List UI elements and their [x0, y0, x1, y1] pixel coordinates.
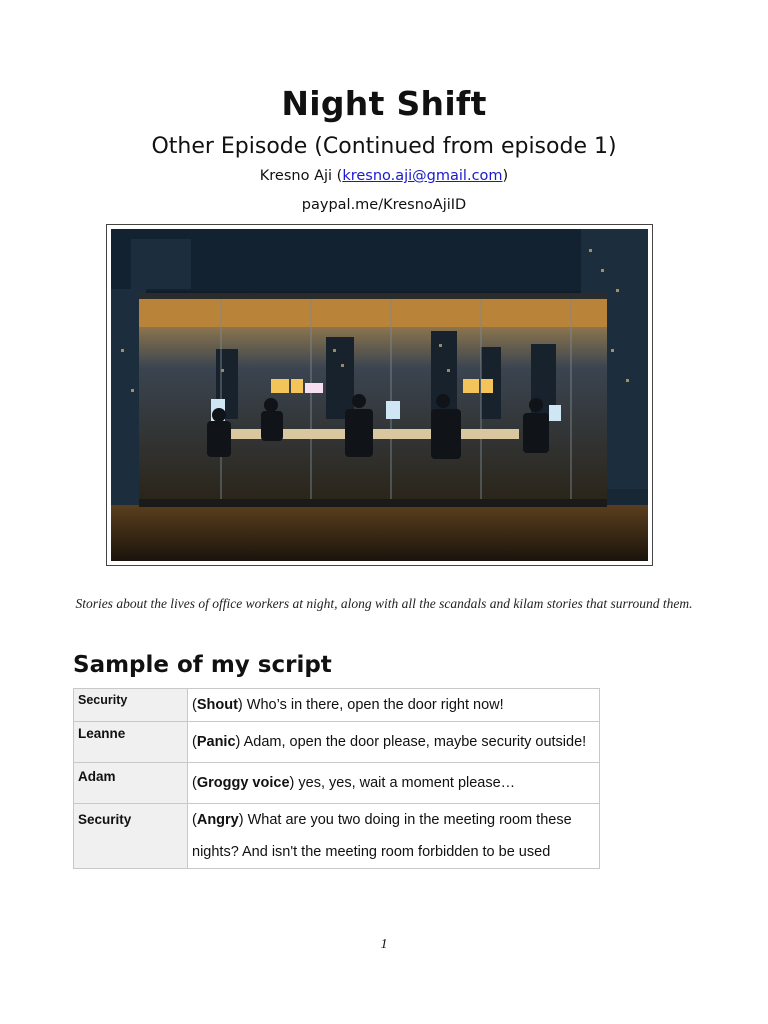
speaker-cell: Security: [74, 689, 188, 722]
speaker-cell: Leanne: [74, 722, 188, 763]
cover-image-frame: [106, 224, 653, 566]
dialogue-cell: (Groggy voice) yes, yes, wait a moment please…: [188, 763, 600, 804]
document-subtitle: Other Episode (Continued from episode 1): [151, 134, 617, 159]
table-row: [74, 763, 600, 804]
author-suffix: ): [502, 168, 509, 184]
document-tagline: Stories about the lives of office workers at night, along with all the scandals and kilam stories that surround them.: [75, 596, 693, 611]
dialogue-cell: (Angry) What are you two doing in the meeting room these nights? And isn't the meeting room forbidden to be used: [188, 804, 600, 869]
paypal-link: paypal.me/KresnoAjiID: [301, 197, 467, 213]
stage-direction: Groggy voice: [196, 775, 290, 791]
speaker-cell: Adam: [74, 763, 188, 804]
cover-image: [111, 229, 648, 561]
page-number: 1: [380, 937, 388, 952]
stage-direction: Shout: [196, 697, 238, 713]
dialogue-text: What are you two doing in the meeting room these nights? And isn't the meeting room forbidden to be used: [192, 812, 572, 860]
dialogue-text: Adam, open the door please, maybe security outside!: [240, 734, 587, 750]
author-name: Kresno Aji (: [259, 168, 343, 184]
table-row: [74, 804, 600, 869]
stage-direction: Angry: [196, 812, 239, 828]
dialogue-cell: (Shout) Who’s in there, open the door right now!: [188, 689, 600, 722]
dialogue-cell: (Panic) Adam, open the door please, maybe security outside!: [188, 722, 600, 763]
dialogue-text: Who’s in there, open the door right now!: [242, 697, 504, 713]
author-email-link[interactable]: kresno.aji@gmail.com: [342, 168, 503, 184]
author-line: [0, 168, 768, 184]
table-row: [74, 722, 600, 763]
script-table: [73, 688, 600, 869]
dialogue-text: yes, yes, wait a moment please…: [294, 775, 516, 791]
document-title: Night Shift: [281, 84, 487, 123]
section-heading: Sample of my script: [73, 652, 332, 678]
speaker-cell: Security: [74, 804, 188, 869]
table-row: [74, 689, 600, 722]
stage-direction: Panic: [196, 734, 236, 750]
